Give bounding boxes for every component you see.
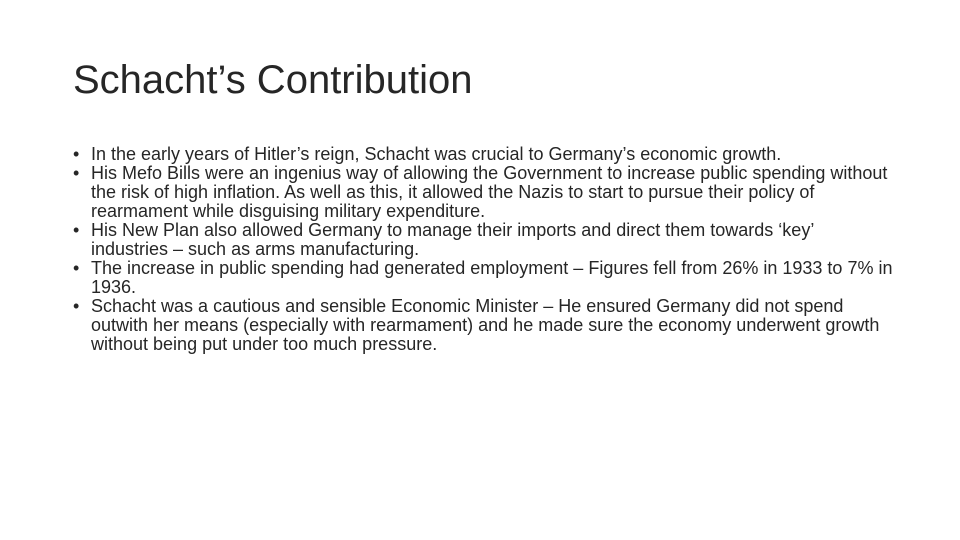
bullet-item xyxy=(73,164,893,221)
bullet-mark: • xyxy=(73,258,80,278)
bullet-mark: • xyxy=(73,296,80,316)
slide-title: Schacht’s Contribution xyxy=(73,58,473,102)
bullet-text: In the early years of Hitler’s reign, Schacht was crucial to Germany’s economic growth. xyxy=(91,144,782,164)
bullet-list xyxy=(73,145,893,354)
bullet-mark: • xyxy=(73,220,80,240)
bullet-item xyxy=(73,145,893,164)
bullet-text: Schacht was a cautious and sensible Economic Minister – He ensured Germany did not spend outwith her means (especially with rearmament) and he made sure the economy underwent growth without being put under too much pressure. xyxy=(91,296,880,354)
bullet-mark: • xyxy=(73,163,80,183)
bullet-item xyxy=(73,297,893,354)
bullet-item xyxy=(73,259,893,297)
bullet-text: His Mefo Bills were an ingenius way of allowing the Government to increase public spending without the risk of high inflation. As well as this, it allowed the Nazis to start to pursue their policy of rearmament while disguising military expenditure. xyxy=(91,163,888,221)
bullet-text: His New Plan also allowed Germany to manage their imports and direct them towards ‘key’ industries – such as arms manufacturing. xyxy=(91,220,814,259)
bullet-mark: • xyxy=(73,144,80,164)
bullet-text: The increase in public spending had generated employment – Figures fell from 26% in 1933 to 7% in 1936. xyxy=(91,258,893,297)
bullet-item xyxy=(73,221,893,259)
